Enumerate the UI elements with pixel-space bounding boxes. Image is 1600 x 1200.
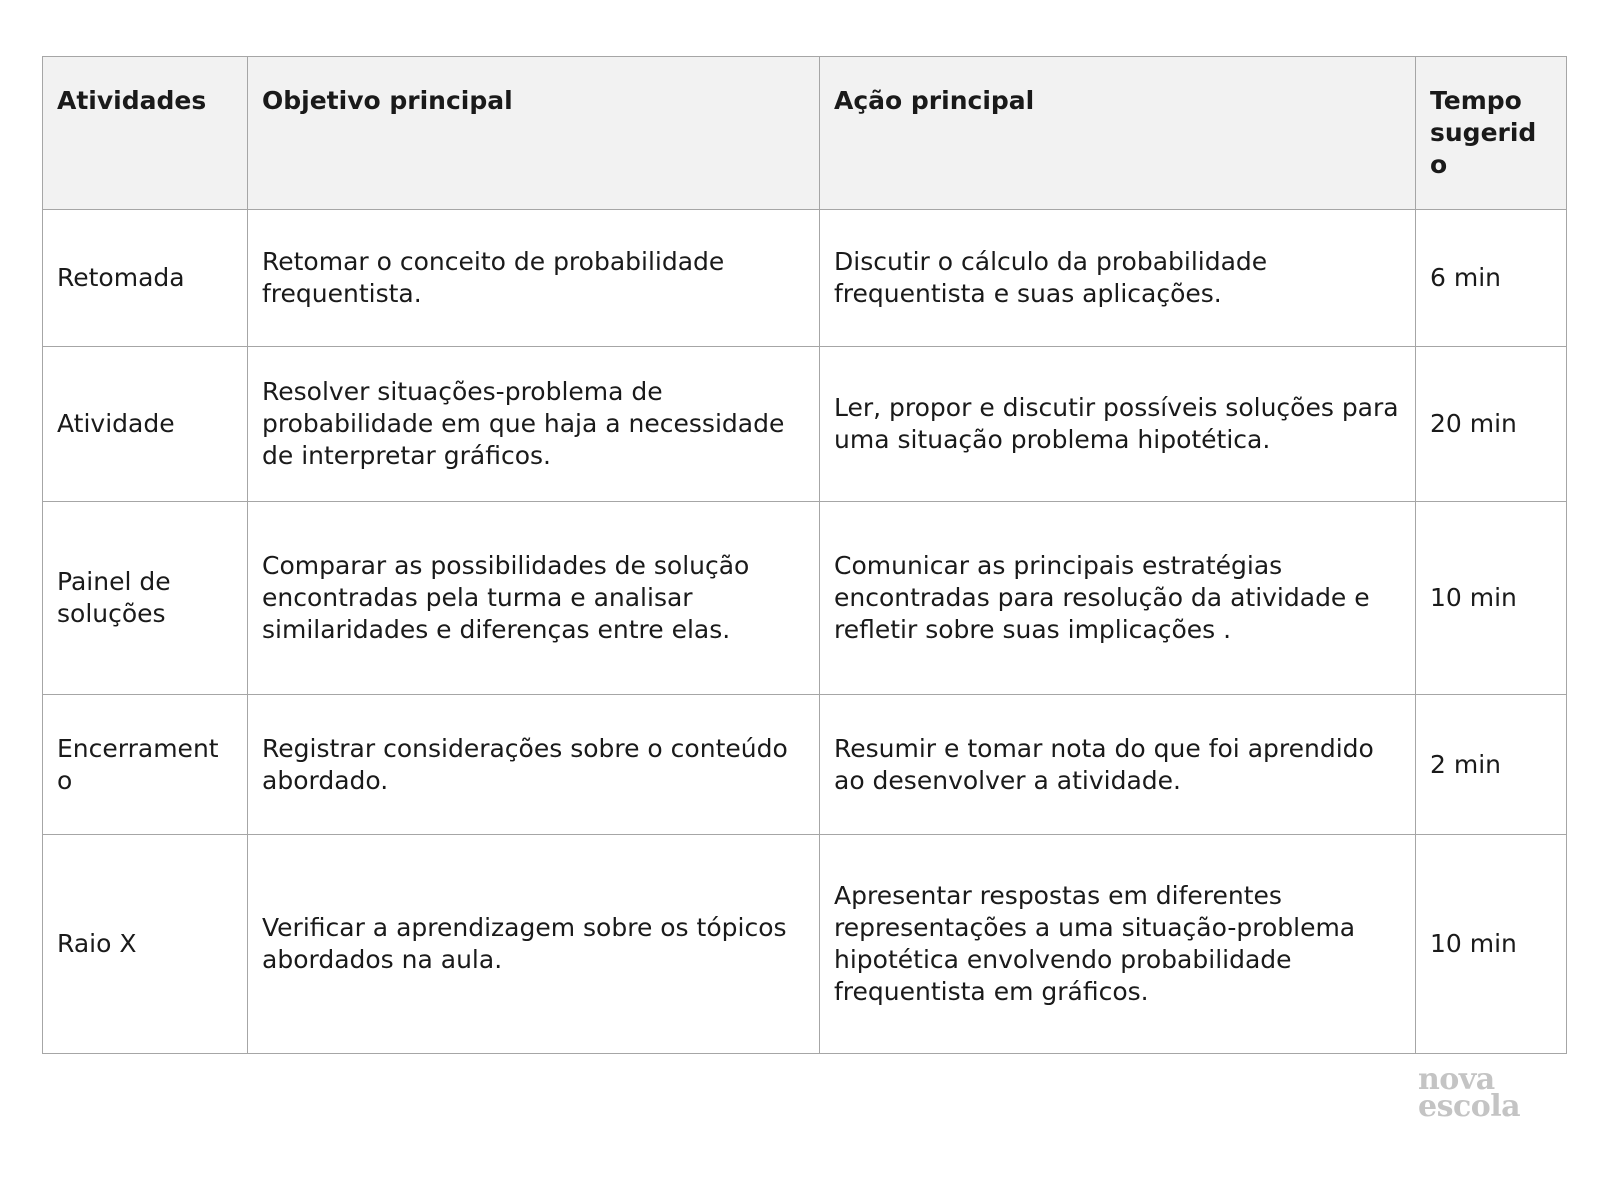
cell-atividade: Painel de soluções [43,502,248,695]
cell-objetivo: Registrar considerações sobre o conteúdo abordado. [248,695,820,835]
nova-escola-logo [1418,1062,1521,1124]
cell-objetivo: Comparar as possibilidades de solução encontradas pela turma e analisar similaridades e diferenças entre elas. [248,502,820,695]
header-atividades: Atividades [43,57,248,210]
cell-acao: Comunicar as principais estratégias encontradas para resolução da atividade e refletir sobre suas implicações . [820,502,1416,695]
table-row [43,347,1567,502]
header-row [43,57,1567,210]
cell-acao: Discutir o cálculo da probabilidade frequentista e suas aplicações. [820,210,1416,347]
cell-tempo: 10 min [1416,502,1567,695]
cell-tempo: 10 min [1416,835,1567,1054]
cell-tempo: 2 min [1416,695,1567,835]
cell-acao: Resumir e tomar nota do que foi aprendido ao desenvolver a atividade. [820,695,1416,835]
table-row [43,695,1567,835]
cell-acao: Ler, propor e discutir possíveis soluções para uma situação problema hipotética. [820,347,1416,502]
cell-tempo: 6 min [1416,210,1567,347]
lesson-plan-table [42,56,1567,1054]
table-row [43,210,1567,347]
cell-objetivo: Retomar o conceito de probabilidade frequentista. [248,210,820,347]
logo-line-1: nova [1418,1062,1495,1097]
header-acao-principal: Ação principal [820,57,1416,210]
logo-line-2: escola [1418,1089,1521,1124]
cell-objetivo: Verificar a aprendizagem sobre os tópicos abordados na aula. [248,835,820,1054]
table-header [43,57,1567,210]
cell-acao: Apresentar respostas em diferentes representações a uma situação-problema hipotética envolvendo probabilidade frequentista em gráficos. [820,835,1416,1054]
cell-tempo: 20 min [1416,347,1567,502]
cell-atividade: Encerramento [43,695,248,835]
table-row [43,502,1567,695]
cell-atividade: Retomada [43,210,248,347]
table-body [43,210,1567,1054]
cell-atividade: Atividade [43,347,248,502]
cell-atividade: Raio X [43,835,248,1054]
header-objetivo-principal: Objetivo principal [248,57,820,210]
table-row [43,835,1567,1054]
header-tempo-sugerido: Tempo sugerido [1416,57,1567,210]
cell-objetivo: Resolver situações-problema de probabilidade em que haja a necessidade de interpretar gráficos. [248,347,820,502]
